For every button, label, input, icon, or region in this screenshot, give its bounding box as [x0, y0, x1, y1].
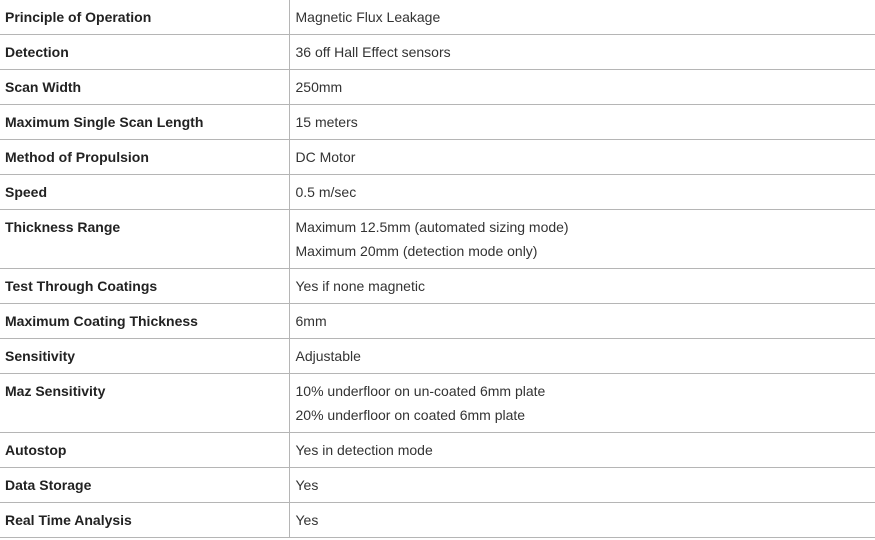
spec-value: [289, 304, 875, 339]
spec-value-line: DC Motor: [295, 149, 356, 165]
spec-value-line: 250mm: [295, 79, 343, 95]
spec-value-line: Yes if none magnetic: [295, 278, 425, 294]
spec-row-principle-of-operation: [0, 0, 875, 35]
spec-row-detection: [0, 35, 875, 70]
spec-value: [289, 70, 875, 105]
spec-value-line: 36 off Hall Effect sensors: [295, 44, 451, 60]
spec-label: Maximum Single Scan Length: [0, 105, 289, 140]
spec-row-speed: [0, 175, 875, 210]
spec-row-autostop: [0, 433, 875, 468]
spec-value: [289, 105, 875, 140]
spec-value-line: 15 meters: [295, 114, 358, 130]
spec-label: Method of Propulsion: [0, 140, 289, 175]
spec-label: Speed: [0, 175, 289, 210]
spec-value: [289, 210, 875, 269]
spec-label: Detection: [0, 35, 289, 70]
spec-label: Data Storage: [0, 468, 289, 503]
spec-label: Test Through Coatings: [0, 269, 289, 304]
spec-value-line: Adjustable: [295, 348, 361, 364]
spec-value: [289, 175, 875, 210]
spec-label: Sensitivity: [0, 339, 289, 374]
spec-value-line: 0.5 m/sec: [295, 184, 357, 200]
spec-row-scan-width: [0, 70, 875, 105]
spec-value-line: Magnetic Flux Leakage: [295, 9, 441, 25]
spec-value: [289, 468, 875, 503]
spec-value-line: Maximum 20mm (detection mode only): [295, 243, 538, 259]
spec-row-data-storage: [0, 468, 875, 503]
spec-row-sensitivity: [0, 339, 875, 374]
spec-value: [289, 0, 875, 35]
spec-label: Scan Width: [0, 70, 289, 105]
spec-label: Maz Sensitivity: [0, 374, 289, 433]
spec-value: [289, 140, 875, 175]
spec-value: [289, 339, 875, 374]
spec-value: [289, 374, 875, 433]
spec-value-line: 6mm: [295, 313, 327, 329]
spec-label: Maximum Coating Thickness: [0, 304, 289, 339]
spec-row-real-time-analysis: [0, 503, 875, 538]
spec-value: [289, 35, 875, 70]
spec-value: [289, 433, 875, 468]
spec-value-line: Yes in detection mode: [295, 442, 433, 458]
spec-row-maximum-single-scan-length: [0, 105, 875, 140]
spec-label: Autostop: [0, 433, 289, 468]
spec-value-line: Maximum 12.5mm (automated sizing mode): [295, 219, 569, 235]
spec-row-test-through-coatings: [0, 269, 875, 304]
spec-label: Thickness Range: [0, 210, 289, 269]
spec-value-line: Yes: [295, 512, 319, 528]
spec-row-maz-sensitivity: [0, 374, 875, 433]
spec-value: [289, 269, 875, 304]
spec-row-method-of-propulsion: [0, 140, 875, 175]
spec-value-line: 20% underfloor on coated 6mm plate: [295, 407, 526, 423]
spec-row-thickness-range: [0, 210, 875, 269]
spec-label: Principle of Operation: [0, 0, 289, 35]
spec-row-maximum-coating-thickness: [0, 304, 875, 339]
spec-value: [289, 503, 875, 538]
spec-value-line: 10% underfloor on un-coated 6mm plate: [295, 383, 546, 399]
spec-label: Real Time Analysis: [0, 503, 289, 538]
spec-value-line: Yes: [295, 477, 319, 493]
